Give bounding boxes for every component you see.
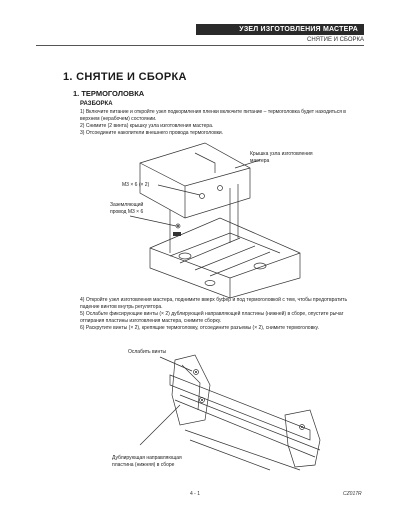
step-2: 2) Снимите (2 винта) крышку узла изготовления мастера. [80, 123, 214, 129]
chapter-title: 1. СНЯТИЕ И СБОРКА [63, 71, 187, 83]
label-screws-m3x6: M3 × 6 (× 2) [122, 182, 150, 188]
step-3: 3) Отсоедините накопители внешнего провода термоголовки. [80, 130, 224, 136]
step-4: 4) Откройте узел изготовления мастера, поднимите вверх буфер и под термоголовкой с тем, чтобы предотвратить падение винтов внутрь регулятора. [80, 297, 348, 310]
header-divider [36, 45, 364, 46]
label-lower-guide-plate: Дублирующая направляющая пластина (нижняя) в сборе [112, 455, 182, 468]
label-loosen-screws: Ослабить винты [128, 349, 167, 355]
step-1: 1) Включите питание и откройте узел подкормления пленки включите питание – термоголовка будет находиться в верхнем (нерабочем) состоянии. [80, 109, 346, 122]
page-number: 4 - 1 [190, 491, 201, 497]
step-6: 6) Раскрутите винты (× 2), крепящие термоголовку, отсоедините разъемы (× 2), снимите термоголовку. [80, 325, 319, 331]
header-subtitle: СНЯТИЕ И СБОРКА [307, 37, 364, 43]
label-ground-wire: Заземляющий провод M3 × 6 [110, 202, 144, 215]
document-code: CZ017R [343, 491, 362, 497]
section-title: 1. ТЕРМОГОЛОВКА [73, 89, 145, 98]
subsection-title: РАЗБОРКА [80, 101, 113, 107]
step-5: 5) Ослабьте фиксирующие винты (× 2) дублирующей направляющей пластины (нижней) в сборе, опустите рычаг отпирания пластины изготовления мастера, снимите сборку. [80, 311, 344, 324]
header-bar: УЗЕЛ ИЗГОТОВЛЕНИЯ МАСТЕРА [196, 24, 364, 35]
label-master-unit-cover: Крышка узла изготовления мастера [250, 151, 313, 164]
